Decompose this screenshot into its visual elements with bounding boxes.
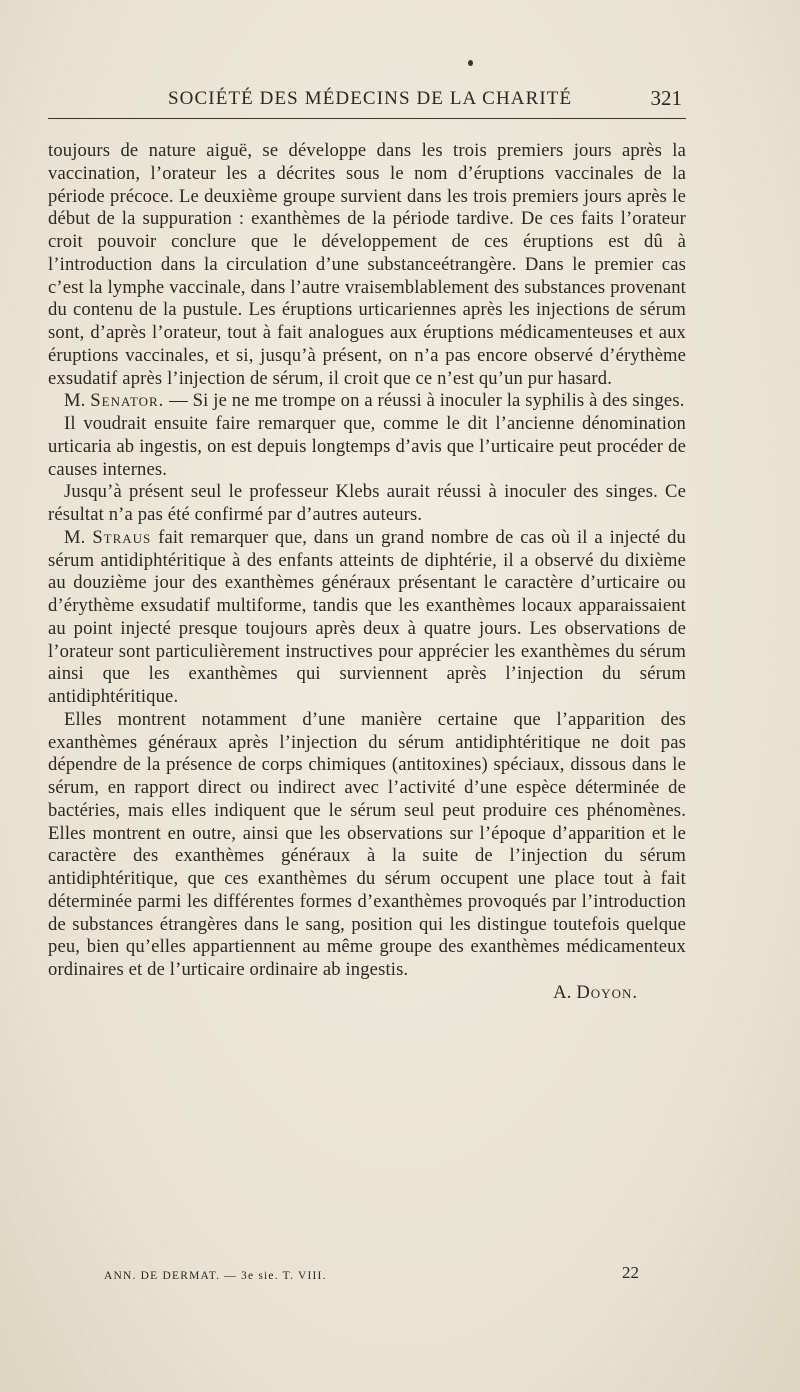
speaker-name: Straus (92, 526, 152, 548)
running-title: SOCIÉTÉ DES MÉDECINS DE LA CHARITÉ (168, 88, 573, 109)
speaker-text: fait remarquer que, dans un grand nombre de cas où il a injecté du sérum antidiphtéritique à des enfants atteints de diphtérie, il a observé du dixième au douzième jour des exanthèmes généraux présentant le caractère d’urticaire ou d’érythème exsudatif multiforme, tandis que les exanthèmes locaux apparaissaient au point injecté presque toujours après deux à quatre jours. Les observations de l’orateur sont particulièrement instructives pour apprécier les exanthèmes du sérum ainsi que les exanthèmes qui surviennent après l’injection du sérum antidiphtéritique. (48, 526, 686, 707)
printer-mark (468, 60, 473, 66)
speaker-name: Senator. (90, 390, 165, 412)
speaker-text: — Si je ne me trompe on a réussi à inoculer la syphilis à des singes. (169, 390, 685, 412)
speaker-prefix: M. (64, 526, 86, 548)
page-header (48, 86, 686, 119)
paragraph: Il voudrait ensuite faire remarquer que, comme le dit l’ancienne dénomination urticaria ab ingestis, on est depuis longtemps d’avis que l’urticaire peut procéder de causes internes. (48, 413, 686, 480)
paragraph-straus (48, 527, 686, 709)
footer-reference: ANN. DE DERMAT. — 3e sie. T. VIII. (104, 1270, 327, 1282)
paragraph-senator (48, 390, 686, 413)
footer-signature-mark: 22 (622, 1263, 639, 1282)
page-number: 321 (650, 86, 682, 110)
signature (48, 982, 686, 1005)
signature-initial: A. (553, 981, 572, 1003)
signature-name: Doyon. (576, 981, 638, 1003)
paragraph: toujours de nature aiguë, se développe dans les trois premiers jours après la vaccination, l’orateur les a décrites sous le nom d’éruptions vaccinales de la période précoce. Le deuxième groupe survient dans les trois premiers jours après le début de la suppuration : exanthèmes de la période tardive. De ces faits l’orateur croit pouvoir conclure que le développement de ces éruptions est dû à l’introduction dans la circulation d’une substanceétrangère. Dans le premier cas c’est la lymphe vaccinale, dans l’autre vraisemblablement des substances provenant du contenu de la pustule. Les éruptions urticariennes après les injections de sérum sont, d’après l’orateur, tout à fait analogues aux éruptions médicamenteuses et aux éruptions vaccinales, et si, jusqu’à présent, on n’a pas encore observé d’érythème exsudatif après l’injection de sérum, il croit que ce n’est qu’un pur hasard. (48, 140, 686, 389)
body-text (48, 140, 686, 1005)
speaker-prefix: M. (64, 390, 86, 412)
paragraph: Elles montrent notamment d’une manière certaine que l’apparition des exanthèmes généraux après l’injection du sérum antidiphtéritique ne doit pas dépendre de la présence de corps chimiques (antitoxines) spéciaux, dissous dans le sérum, en rapport direct ou indirect avec l’activité d’une espèce déterminée de bactéries, mais elles indiquent que le sérum seul peut produire ces phénomènes. Elles montrent en outre, ainsi que les observations sur l’époque d’apparition et le caractère des exanthèmes généraux à la suite de l’injection du sérum antidiphtéritique, que ces exanthèmes du sérum occupent une place tout à fait déterminée parmi les différentes formes d’exanthèmes provoqués par l’introduction de substances étrangères dans le sang, position qui les distingue toutefois quelque peu, bien qu’elles appartiennent au même groupe des exanthèmes médicamenteux ordinaires et de l’urticaire ordinaire ab ingestis. (48, 708, 686, 980)
paragraph: Jusqu’à présent seul le professeur Klebs aurait réussi à inoculer des singes. Ce résultat n’a pas été confirmé par d’autres auteurs. (48, 481, 686, 525)
